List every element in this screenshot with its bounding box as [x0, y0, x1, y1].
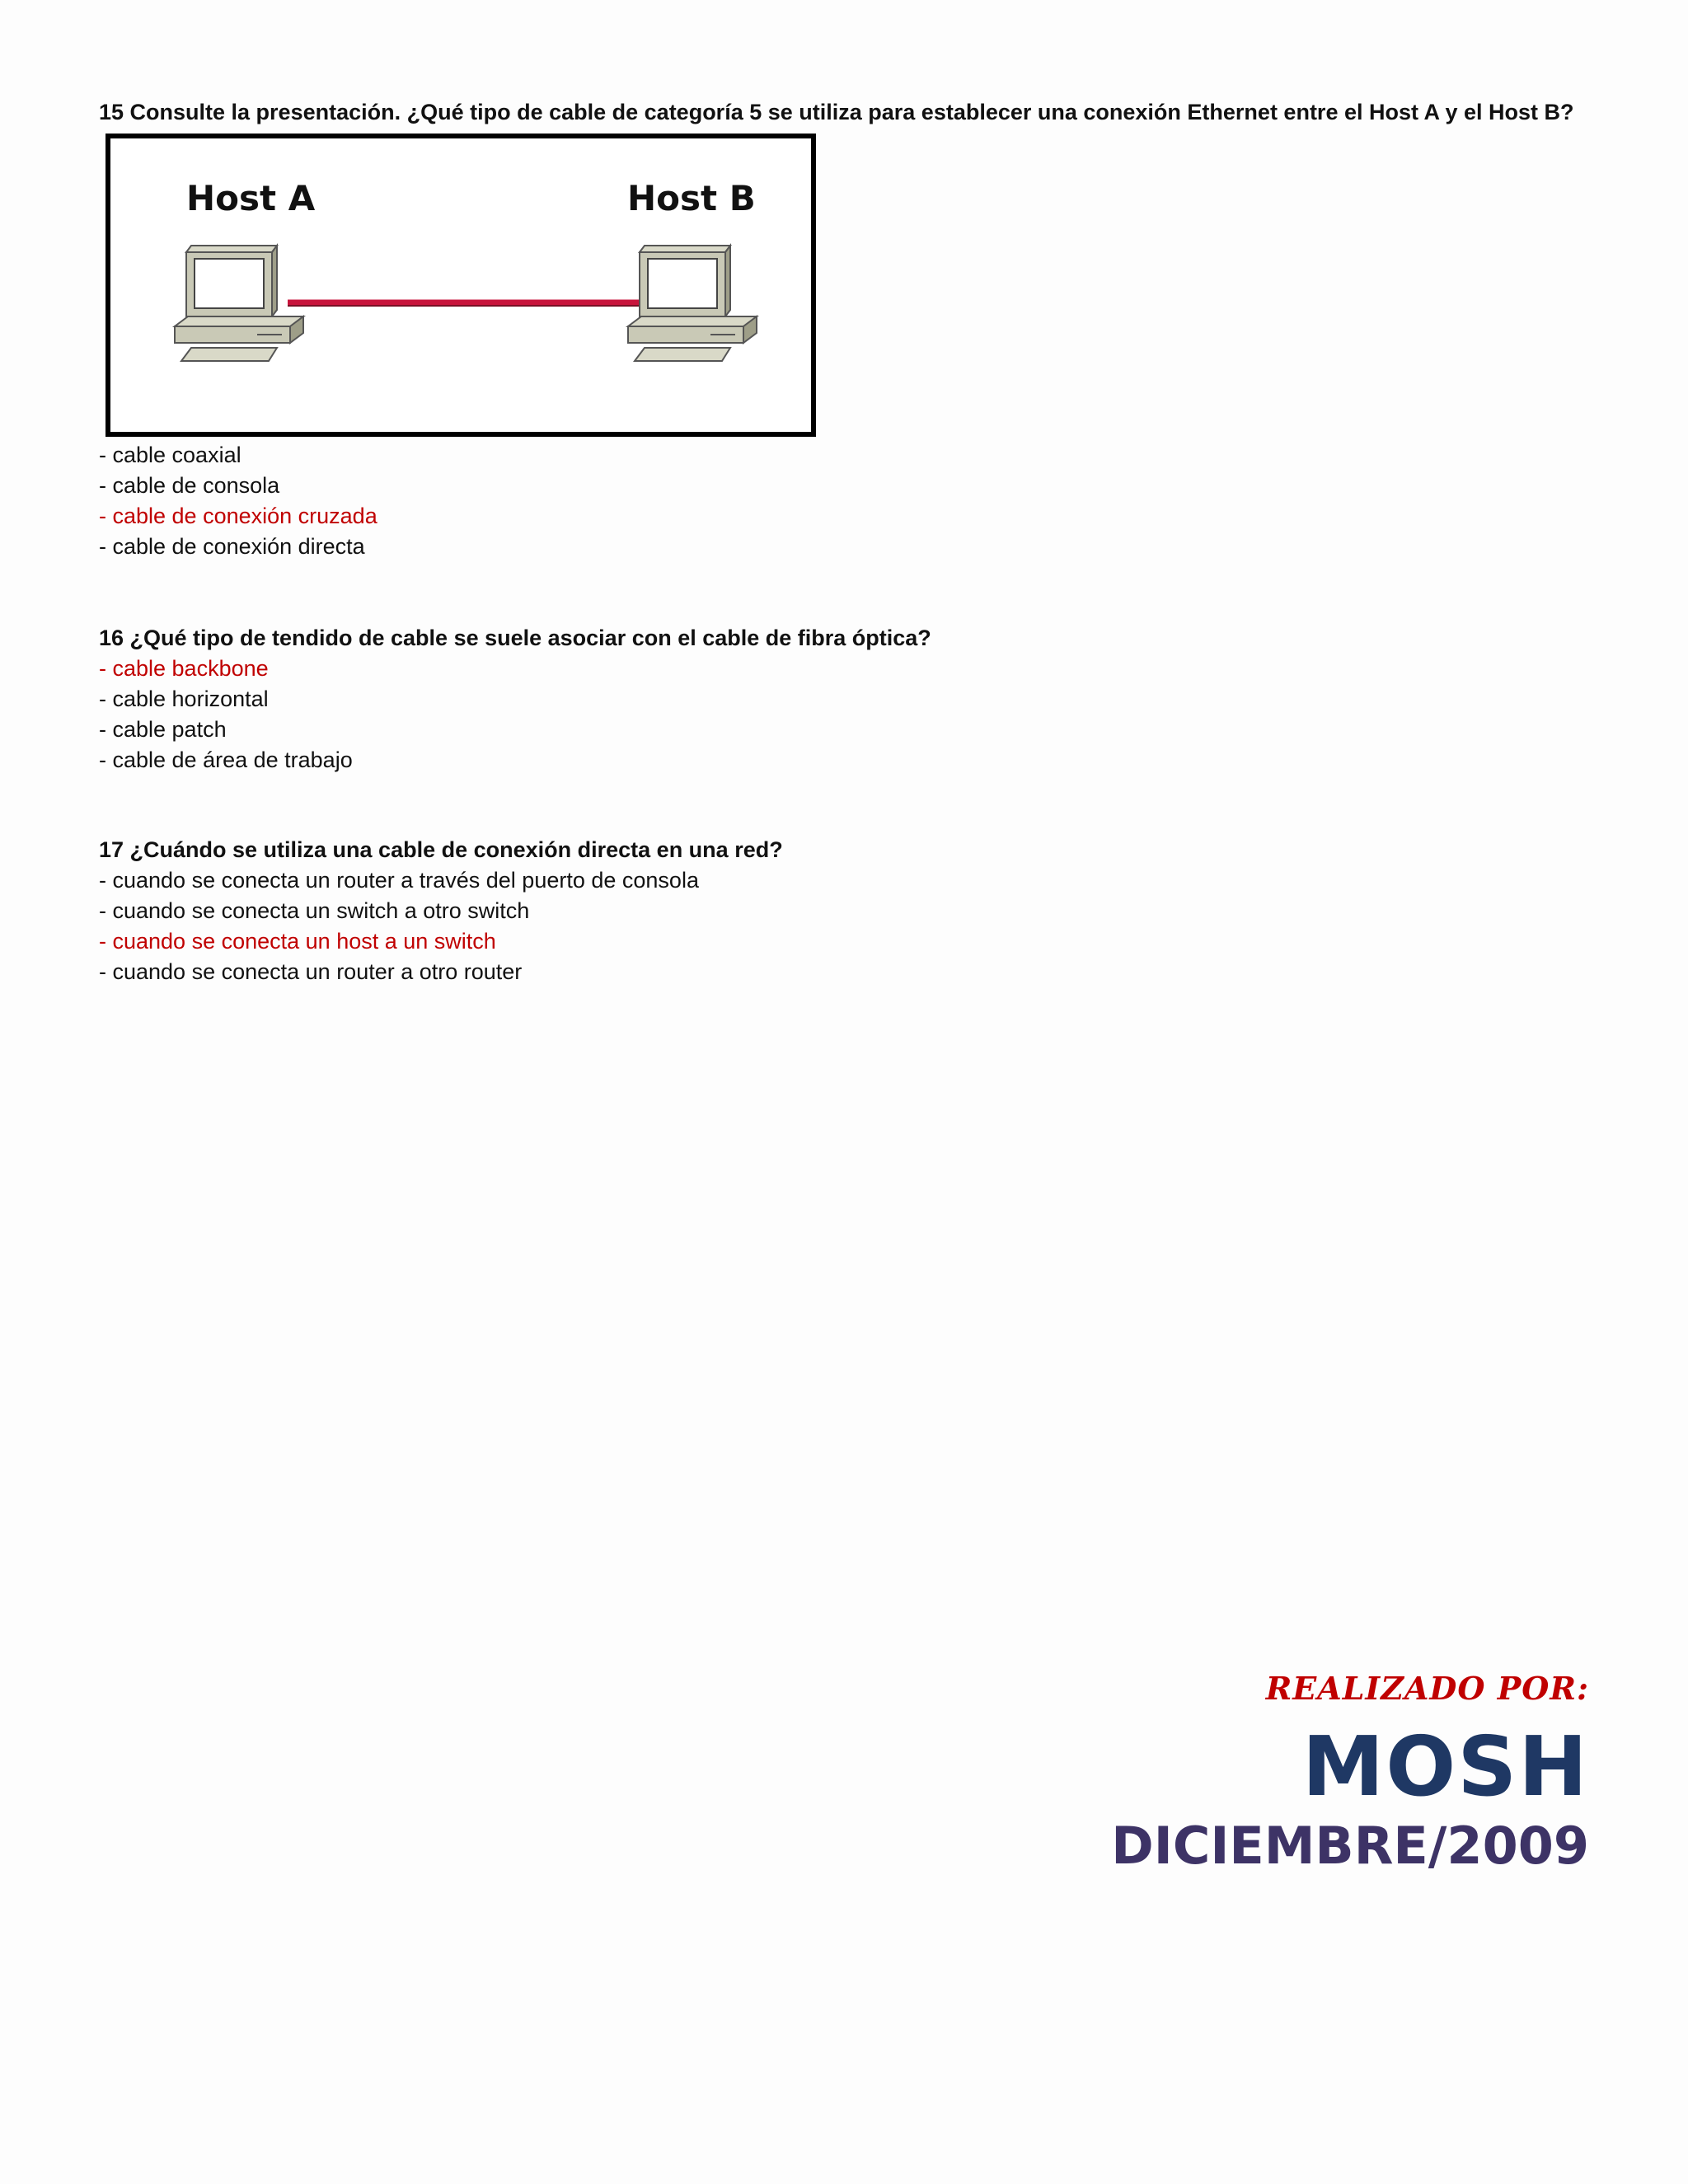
question-17	[99, 835, 783, 987]
network-diagram	[110, 138, 811, 432]
host-b-label: Host B	[627, 178, 756, 218]
question-17-title: 17 ¿Cuándo se utiliza una cable de conexión directa en una red?	[99, 837, 783, 862]
answer-list	[99, 865, 783, 987]
answer-option: - cable de conexión directa	[99, 534, 365, 559]
answer-option: - cuando se conecta un switch a otro switch	[99, 898, 530, 923]
answer-option: - cable patch	[99, 717, 227, 742]
computer-icon	[628, 246, 757, 361]
answer-option: - cuando se conecta un router a través del puerto de consola	[99, 868, 699, 893]
signature-date: DICIEMBRE/2009	[1111, 1816, 1589, 1876]
answer-option-correct: - cuando se conecta un host a un switch	[99, 929, 496, 954]
network-figure	[106, 134, 816, 437]
signature-realizado: REALIZADO POR:	[1265, 1670, 1589, 1707]
answer-list	[99, 654, 931, 776]
answer-list	[99, 440, 377, 562]
computer-icon	[175, 246, 303, 361]
question-15-title: 15 Consulte la presentación. ¿Qué tipo de cable de categoría 5 se utiliza para establecer una conexión Ethernet entre el Host A y el Host B?	[99, 100, 1574, 124]
answer-option: - cable de área de trabajo	[99, 748, 353, 772]
host-a-label: Host A	[186, 178, 316, 218]
answer-option: - cable horizontal	[99, 687, 269, 711]
signature-name: MOSH	[1301, 1718, 1589, 1815]
answer-option-correct: - cable de conexión cruzada	[99, 504, 377, 528]
answer-option: - cable coaxial	[99, 443, 241, 467]
answer-option: - cable de consola	[99, 473, 280, 498]
question-15	[99, 97, 1574, 128]
question-16	[99, 623, 931, 776]
question-16-title: 16 ¿Qué tipo de tendido de cable se suele asociar con el cable de fibra óptica?	[99, 626, 931, 650]
question-15-answers	[99, 440, 377, 562]
answer-option-correct: - cable backbone	[99, 656, 269, 681]
answer-option: - cuando se conecta un router a otro router	[99, 959, 523, 984]
